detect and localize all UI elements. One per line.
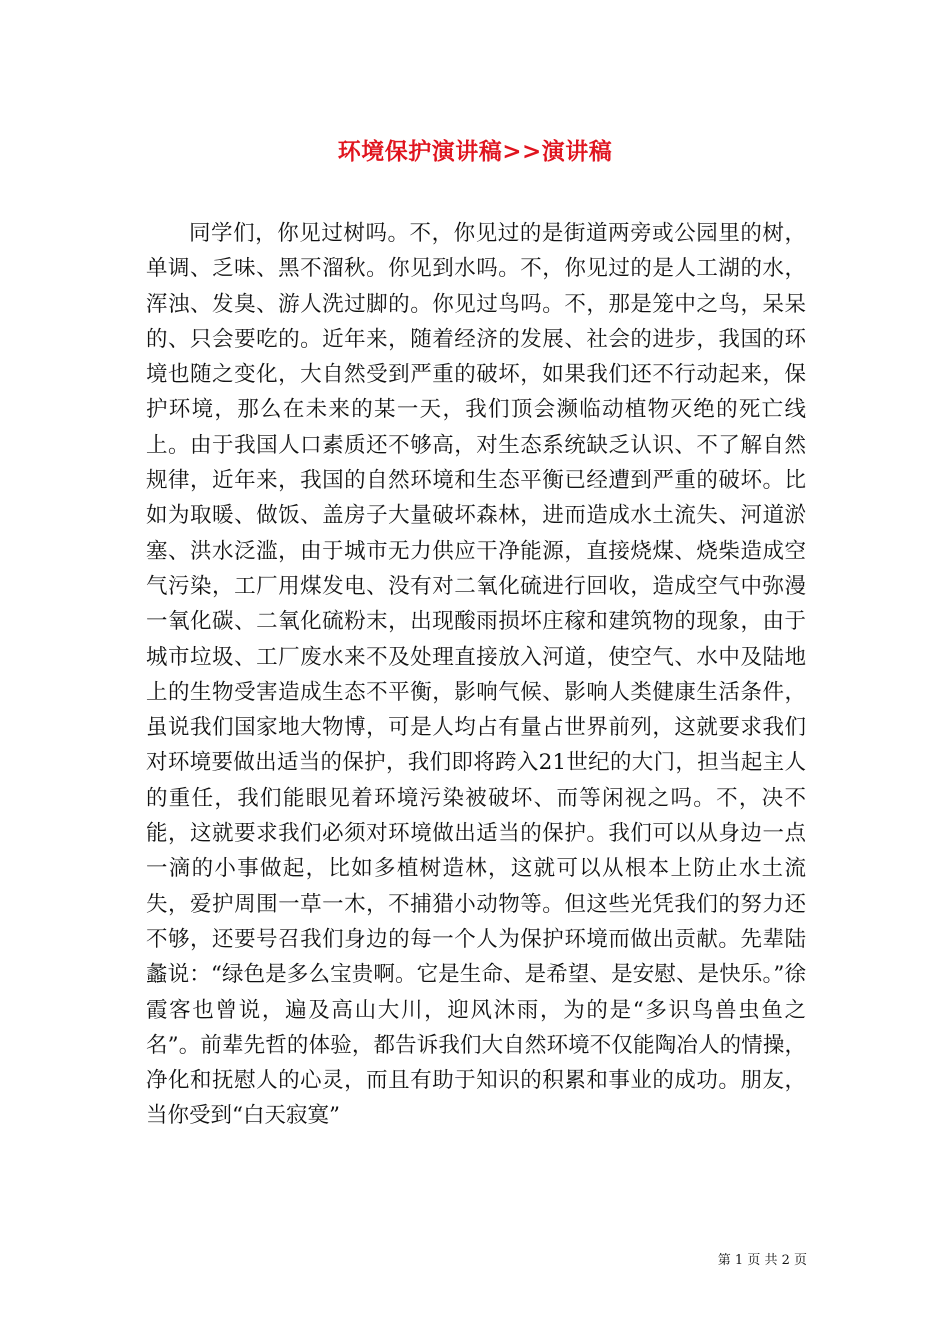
body-paragraph: 同学们，你见过树吗。不，你见过的是街道两旁或公园里的树，单调、乏味、黑不溜秋。你见到水吗。不，你见过的是人工湖的水，浑浊、发臭、游人洗过脚的。你见过鸟吗。不，那是笼中之鸟，呆呆的、只会要吃的。近年来，随着经济的发展、社会的进步，我国的环境也随之变化，大自然受到严重的破坏，如果我们还不行动起来，保护环境，那么在未来的某一天，我们顶会濒临动植物灭绝的死亡线上。由于我国人口素质还不够高，对生态系统缺乏认识、不了解自然规律，近年来，我国的自然环境和生态平衡已经遭到严重的破坏。比如为取暖、做饭、盖房子大量破坏森林，进而造成水土流失、河道淤塞、洪水泛滥，由于城市无力供应干净能源，直接烧煤、烧柴造成空气污染，工厂用煤发电、没有对二氧化硫进行回收，造成空气中弥漫一氧化碳、二氧化硫粉末，出现酸雨损坏庄稼和建筑物的现象，由于城市垃圾、工厂废水来不及处理直接放入河道，使空气、水中及陆地上的生物受害造成生态不平衡，影响气候、影响人类健康生活条件，虽说我们国家地大物博，可是人均占有量占世界前列，这就要求我们对环境要做出适当的保护，我们即将跨入21世纪的大门，担当起主人的重任，我们能眼见着环境污染被破坏、而等闲视之吗。不，决不能，这就要求我们必须对环境做出适当的保护。我们可以从身边一点一滴的小事做起，比如多植树造林，这就可以从根本上防止水土流失，爱护周围一草一木，不捕猎小动物等。但这些光凭我们的努力还不够，还要号召我们身边的每一个人为保护环境而做出贡献。先辈陆蠡说：“绿色是多么宝贵啊。它是生命、是希望、是安慰、是快乐。”徐霞客也曾说，遍及高山大川，迎风沐雨，为的是“多识鸟兽虫鱼之名”。前辈先哲的体验，都告诉我们大自然环境不仅能陶冶人的情操，净化和抚慰人的心灵，而且有助于知识的积累和事业的成功。朋友，当你受到“白天寂寞” <box>146 221 806 1129</box>
document-title: 环境保护演讲稿>>演讲稿 <box>337 138 613 165</box>
page-footer: 第 1 页 共 2 页 <box>717 1253 807 1268</box>
